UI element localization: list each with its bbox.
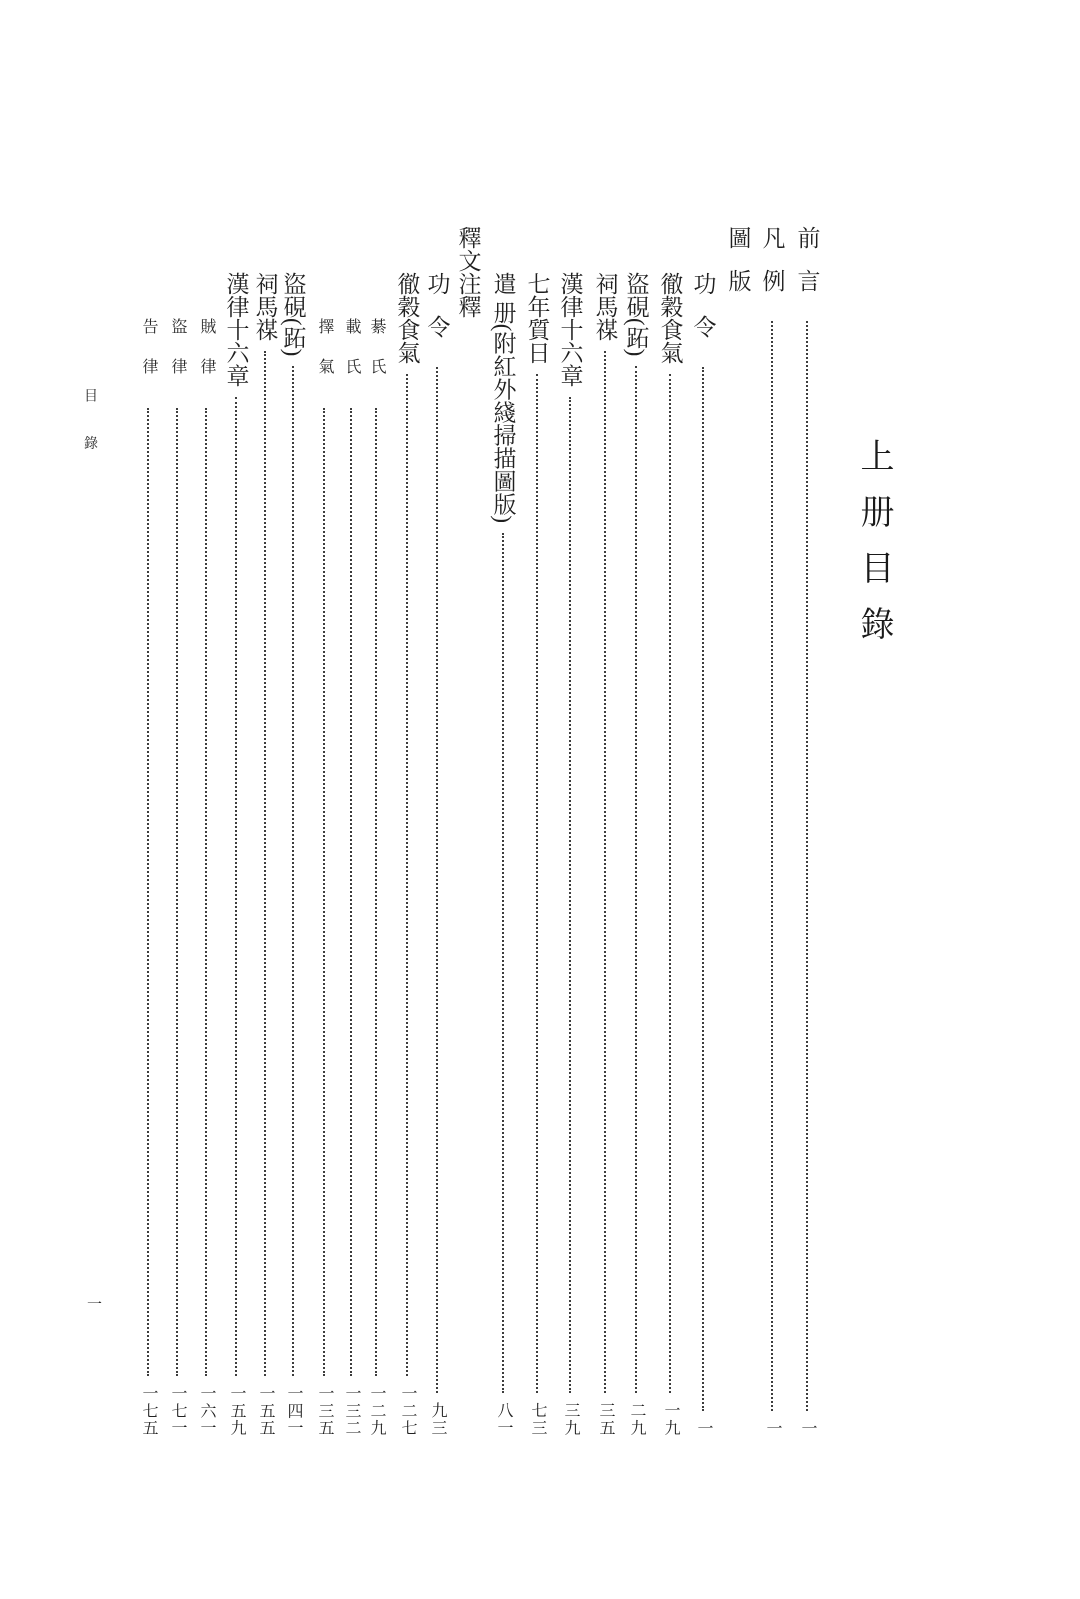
toc-entry xyxy=(130,318,166,1437)
dotted-leader xyxy=(176,408,178,1376)
page-number: 一三二 xyxy=(343,1385,360,1437)
toc-entry xyxy=(306,318,342,1437)
dotted-leader xyxy=(264,351,266,1376)
toc-entry-label: 盜硯(跖) xyxy=(623,272,649,357)
volume-title: 上册目錄 xyxy=(855,438,892,663)
toc-entry xyxy=(485,272,521,1437)
toc-entry-label: 凡例 xyxy=(759,226,785,312)
page-number: 一九 xyxy=(662,1402,679,1437)
page-number: 八一 xyxy=(495,1402,512,1437)
toc-entry-label: 告律 xyxy=(140,318,157,398)
toc-entry-label: 前言 xyxy=(794,226,820,312)
toc-entry-label: 徹穀食氣 xyxy=(657,272,683,364)
page-number: 七三 xyxy=(529,1402,546,1437)
dotted-leader xyxy=(702,367,704,1411)
dotted-leader xyxy=(406,374,408,1376)
dotted-leader xyxy=(806,321,808,1411)
toc-entry-label: 七年質日 xyxy=(524,272,550,364)
page-number: 一二九 xyxy=(368,1385,385,1437)
page-number: 一 xyxy=(695,1419,712,1437)
dotted-leader xyxy=(235,397,237,1376)
toc-entry-label: 遣 册(附紅外綫掃描圖版) xyxy=(490,272,516,524)
page-number: 一三五 xyxy=(316,1385,333,1437)
page-number: 一五九 xyxy=(228,1385,245,1437)
page-number: 二九 xyxy=(628,1402,645,1437)
toc-entry xyxy=(389,272,425,1437)
toc-entry xyxy=(754,226,790,1437)
dotted-leader xyxy=(604,351,606,1393)
toc-entry-label: 擇氣 xyxy=(316,318,333,398)
toc-entry xyxy=(652,272,688,1437)
page-number: 一七五 xyxy=(140,1385,157,1437)
toc-entry-label: 徹穀食氣 xyxy=(394,272,420,364)
page-number: 一四一 xyxy=(285,1385,302,1437)
dotted-leader xyxy=(350,408,352,1376)
toc-entry xyxy=(587,272,623,1437)
dotted-leader xyxy=(292,366,294,1376)
page-number: 一 xyxy=(764,1419,781,1437)
dotted-leader xyxy=(536,374,538,1393)
toc-entry xyxy=(519,272,555,1437)
dotted-leader xyxy=(502,533,504,1393)
dotted-leader xyxy=(569,397,571,1393)
dotted-leader xyxy=(205,408,207,1376)
toc-entry-label: 盜律 xyxy=(169,318,186,398)
toc-entry-label: 綦氏 xyxy=(368,318,385,398)
toc-entry xyxy=(789,226,825,1437)
toc-entry-label: 功令 xyxy=(690,272,716,358)
page-number: 三五 xyxy=(597,1402,614,1437)
dotted-leader xyxy=(375,408,377,1376)
dotted-leader xyxy=(436,367,438,1393)
dotted-leader xyxy=(669,374,671,1393)
toc-entry xyxy=(685,272,721,1437)
dotted-leader xyxy=(771,321,773,1411)
dotted-leader xyxy=(323,408,325,1376)
toc-entry-label: 盜硯(跖) xyxy=(280,272,306,357)
toc-entry-label: 祠馬禖 xyxy=(592,272,618,341)
folio-page-number: 一 xyxy=(85,1296,101,1311)
dotted-leader xyxy=(635,366,637,1393)
page-number: 三九 xyxy=(562,1402,579,1437)
page-number: 一 xyxy=(799,1419,816,1437)
toc-entry xyxy=(552,272,588,1437)
page-number: 一二七 xyxy=(399,1385,416,1437)
toc-entry-label: 漢律十六章 xyxy=(557,272,583,387)
page-number: 一七一 xyxy=(169,1385,186,1437)
toc-entry xyxy=(618,272,654,1437)
toc-entry-label: 圖版 xyxy=(725,226,751,312)
dotted-leader xyxy=(147,408,149,1376)
folio-label: 目錄 xyxy=(82,388,97,484)
toc-entry-label: 載氏 xyxy=(343,318,360,398)
toc-entry-label: 釋文注釋 xyxy=(455,226,481,318)
toc-entry xyxy=(720,226,756,311)
page-number: 九三 xyxy=(429,1402,446,1437)
toc-entry-label: 漢律十六章 xyxy=(223,272,249,387)
toc-entry-label: 功令 xyxy=(424,272,450,358)
toc-entry-label: 祠馬禖 xyxy=(252,272,278,341)
page-number: 一六一 xyxy=(198,1385,215,1437)
toc-entry-label: 賊律 xyxy=(198,318,215,398)
toc-entry xyxy=(450,226,486,318)
page-number: 一五五 xyxy=(257,1385,274,1437)
